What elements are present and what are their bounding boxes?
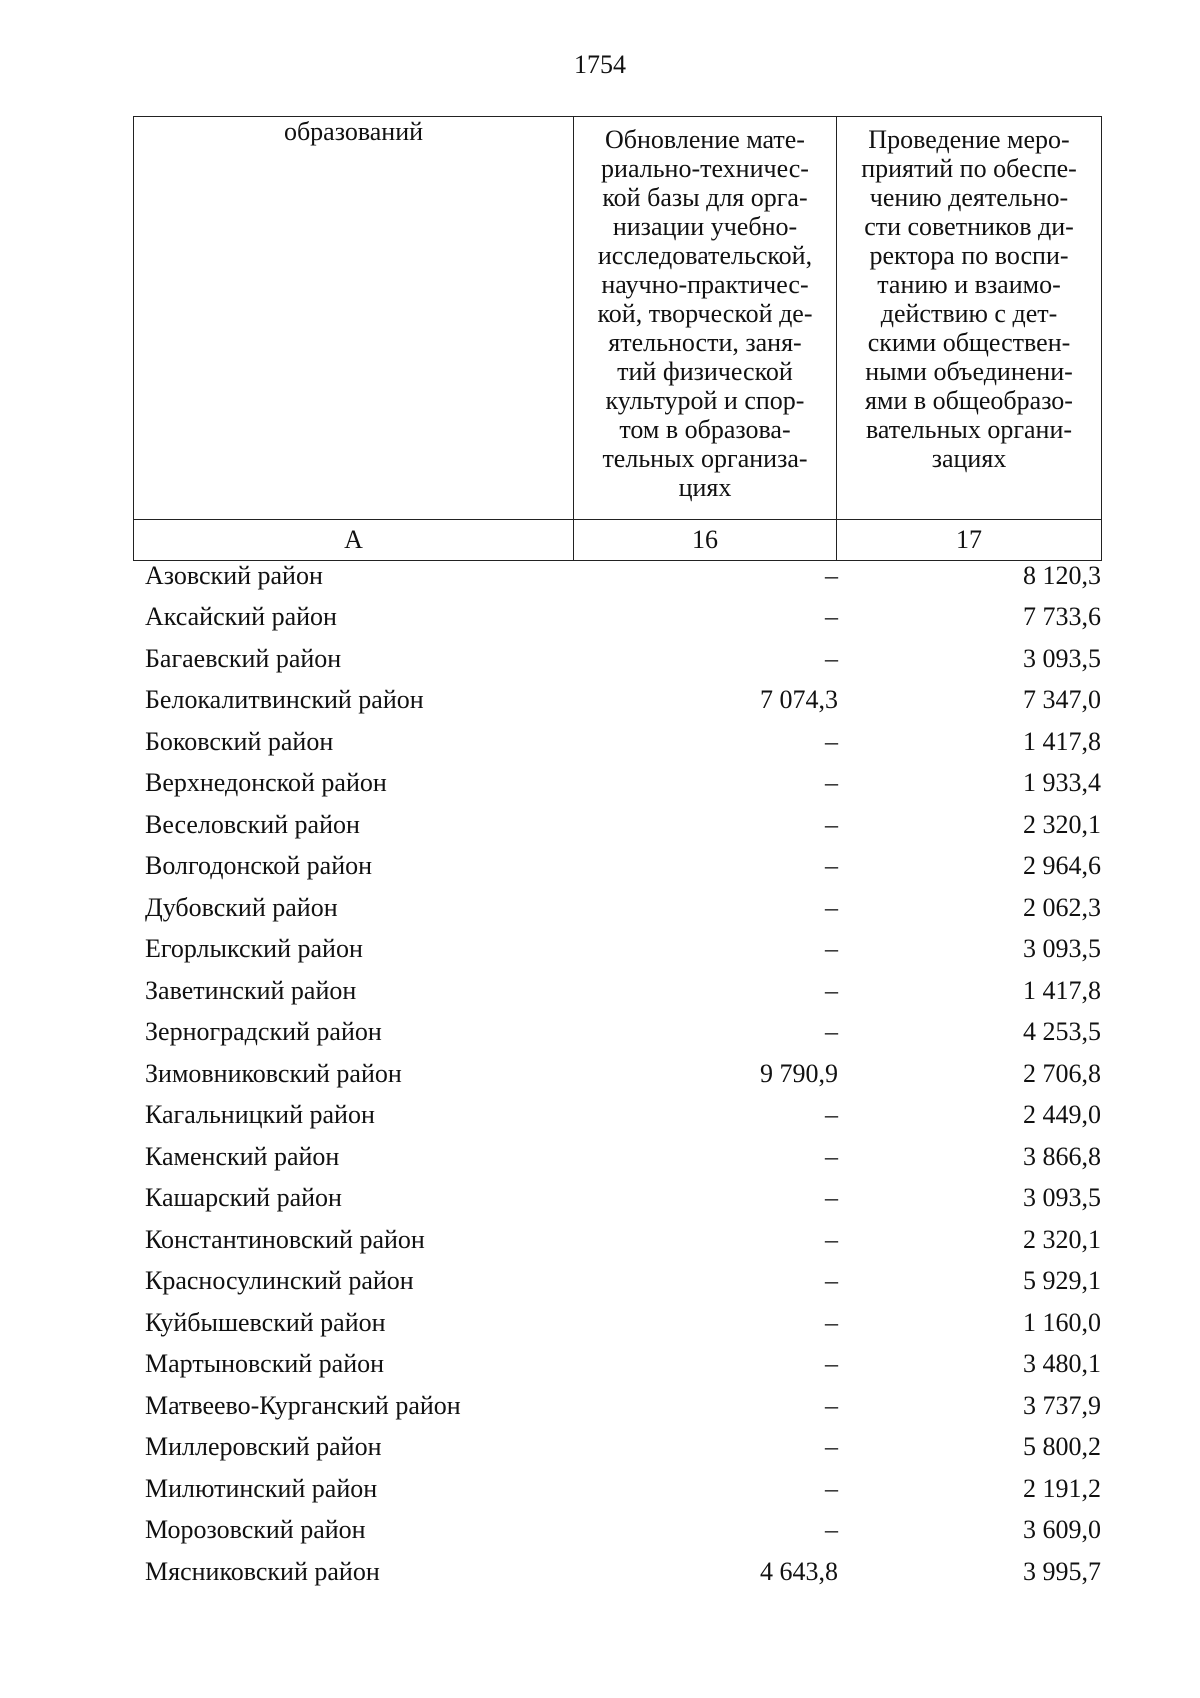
data-table [133, 555, 1113, 1593]
value-col-17: 1 160,0 [1023, 1307, 1101, 1337]
table-row [133, 1053, 1113, 1095]
value-col-16: – [825, 1100, 838, 1130]
header-line: культурой и спор- [605, 386, 805, 415]
value-col-17: 2 320,1 [1023, 1224, 1101, 1254]
table-row [133, 1344, 1113, 1386]
district-name: Зимовниковский район [145, 1058, 402, 1088]
header-cell-a [134, 117, 574, 520]
district-name: Дубовский район [145, 892, 338, 922]
table-row [133, 846, 1113, 888]
column-number-17: 17 [837, 520, 1102, 561]
value-col-16: 4 643,8 [760, 1556, 838, 1586]
value-col-16: – [825, 1141, 838, 1171]
table-row [133, 1551, 1113, 1593]
table-row [133, 1095, 1113, 1137]
header-line: сти советников ди- [864, 212, 1074, 241]
value-col-16: – [825, 934, 838, 964]
district-name: Куйбышевский район [145, 1307, 386, 1337]
value-col-17: 3 609,0 [1023, 1515, 1101, 1545]
value-col-17: 3 995,7 [1023, 1556, 1101, 1586]
data-table-body [133, 555, 1113, 1593]
district-name: Белокалитвинский район [145, 685, 424, 715]
column-number-a: А [134, 520, 574, 561]
district-name: Мартыновский район [145, 1349, 385, 1379]
column-number-16: 16 [574, 520, 837, 561]
header-line: кой, творческой де- [597, 299, 813, 328]
table-header [133, 116, 1102, 561]
table-row [133, 1468, 1113, 1510]
table-row [133, 763, 1113, 805]
district-name: Морозовский район [145, 1515, 366, 1545]
page-number: 1754 [574, 50, 626, 79]
header-line: действию с дет- [880, 299, 1058, 328]
value-col-17: 1 933,4 [1023, 768, 1101, 798]
district-name: Константиновский район [145, 1224, 425, 1254]
value-col-16: – [825, 1515, 838, 1545]
value-col-17: 8 120,3 [1023, 560, 1101, 590]
table-row [133, 1385, 1113, 1427]
value-col-17: 1 417,8 [1023, 975, 1101, 1005]
header-line: ями в общеобразо- [865, 386, 1073, 415]
header-line: ными объединени- [865, 357, 1073, 386]
district-name: Аксайский район [145, 602, 337, 632]
header-line: исследовательской, [597, 241, 813, 270]
header-line: Обновление мате- [605, 125, 805, 154]
district-name: Багаевский район [145, 643, 342, 673]
district-name: Кашарский район [145, 1183, 342, 1213]
table-row [133, 1178, 1113, 1220]
value-col-17: 1 417,8 [1023, 726, 1101, 756]
district-name: Заветинский район [145, 975, 357, 1005]
value-col-16: – [825, 809, 838, 839]
value-col-16: – [825, 1432, 838, 1462]
value-col-17: 3 093,5 [1023, 643, 1101, 673]
district-name: Красносулинский район [145, 1266, 414, 1296]
value-col-16: – [825, 1390, 838, 1420]
value-col-16: – [825, 1307, 838, 1337]
district-name: Кагальницкий район [145, 1100, 375, 1130]
table-row [133, 680, 1113, 722]
value-col-16: – [825, 851, 838, 881]
value-col-17: 7 347,0 [1023, 685, 1101, 715]
value-col-17: 7 733,6 [1023, 602, 1101, 632]
header-line: низации учебно- [612, 212, 798, 241]
header-line: зациях [931, 444, 1007, 473]
value-col-17: 2 062,3 [1023, 892, 1101, 922]
value-col-16: – [825, 1349, 838, 1379]
table-row [133, 887, 1113, 929]
value-col-16: 7 074,3 [760, 685, 838, 715]
header-row [134, 117, 1102, 520]
header-line: тельных организа- [602, 444, 808, 473]
district-name: Верхнедонской район [145, 768, 387, 798]
district-name: Веселовский район [145, 809, 360, 839]
header-line: вательных органи- [865, 415, 1073, 444]
district-name: Мясниковский район [145, 1556, 380, 1586]
value-col-17: 3 093,5 [1023, 934, 1101, 964]
value-col-16: – [825, 560, 838, 590]
value-col-16: – [825, 1473, 838, 1503]
header-cell-17 [837, 117, 1102, 520]
district-name: Азовский район [145, 560, 323, 590]
table-row [133, 970, 1113, 1012]
value-col-16: – [825, 1183, 838, 1213]
header-line: ятельности, заня- [608, 328, 802, 357]
value-col-17: 2 706,8 [1023, 1058, 1101, 1088]
table-row [133, 1136, 1113, 1178]
header-line: научно-практичес- [601, 270, 809, 299]
table-row [133, 1219, 1113, 1261]
header-line: циях [678, 473, 732, 502]
district-name: Милютинский район [145, 1473, 378, 1503]
district-name: Каменский район [145, 1141, 340, 1171]
district-name: Егорлыкский район [145, 934, 363, 964]
table-row [133, 1510, 1113, 1552]
value-col-17: 3 737,9 [1023, 1390, 1101, 1420]
header-cell-16 [574, 117, 837, 520]
district-name: Миллеровский район [145, 1432, 382, 1462]
value-col-16: – [825, 768, 838, 798]
value-col-17: 3 093,5 [1023, 1183, 1101, 1213]
table-row [133, 638, 1113, 680]
value-col-17: 3 866,8 [1023, 1141, 1101, 1171]
value-col-17: 2 449,0 [1023, 1100, 1101, 1130]
table-row [133, 1012, 1113, 1054]
header-line: скими обществен- [867, 328, 1071, 357]
header-line: кой базы для орга- [602, 183, 808, 212]
district-name: Матвеево-Курганский район [145, 1390, 461, 1420]
value-col-16: – [825, 602, 838, 632]
value-col-17: 2 320,1 [1023, 809, 1101, 839]
value-col-16: – [825, 726, 838, 756]
table-row [133, 1427, 1113, 1469]
header-line: танию и взаимо- [877, 270, 1061, 299]
table-row [133, 929, 1113, 971]
value-col-17: 2 191,2 [1023, 1473, 1101, 1503]
table-row [133, 804, 1113, 846]
header-col-a-title: образований [283, 117, 424, 146]
value-col-17: 5 929,1 [1023, 1266, 1101, 1296]
district-name: Зерноградский район [145, 1017, 382, 1047]
table-row [133, 1261, 1113, 1303]
table-row [133, 1302, 1113, 1344]
header-line: чению деятельно- [869, 183, 1069, 212]
value-col-16: – [825, 892, 838, 922]
header-line: приятий по обеспе- [861, 154, 1077, 183]
district-name: Волгодонской район [145, 851, 373, 881]
value-col-17: 2 964,6 [1023, 851, 1101, 881]
value-col-16: 9 790,9 [760, 1058, 838, 1088]
value-col-16: – [825, 975, 838, 1005]
value-col-17: 5 800,2 [1023, 1432, 1101, 1462]
table-row [133, 721, 1113, 763]
value-col-16: – [825, 1017, 838, 1047]
value-col-17: 4 253,5 [1023, 1017, 1101, 1047]
value-col-16: – [825, 643, 838, 673]
value-col-16: – [825, 1224, 838, 1254]
header-line: риально-техничес- [601, 154, 809, 183]
header-line: том в образова- [619, 415, 791, 444]
table-row [133, 555, 1113, 597]
value-col-16: – [825, 1266, 838, 1296]
table-row [133, 597, 1113, 639]
header-line: Проведение меро- [868, 125, 1070, 154]
header-line: тий физической [617, 357, 793, 386]
value-col-17: 3 480,1 [1023, 1349, 1101, 1379]
header-line: ректора по воспи- [869, 241, 1069, 270]
district-name: Боковский район [145, 726, 334, 756]
